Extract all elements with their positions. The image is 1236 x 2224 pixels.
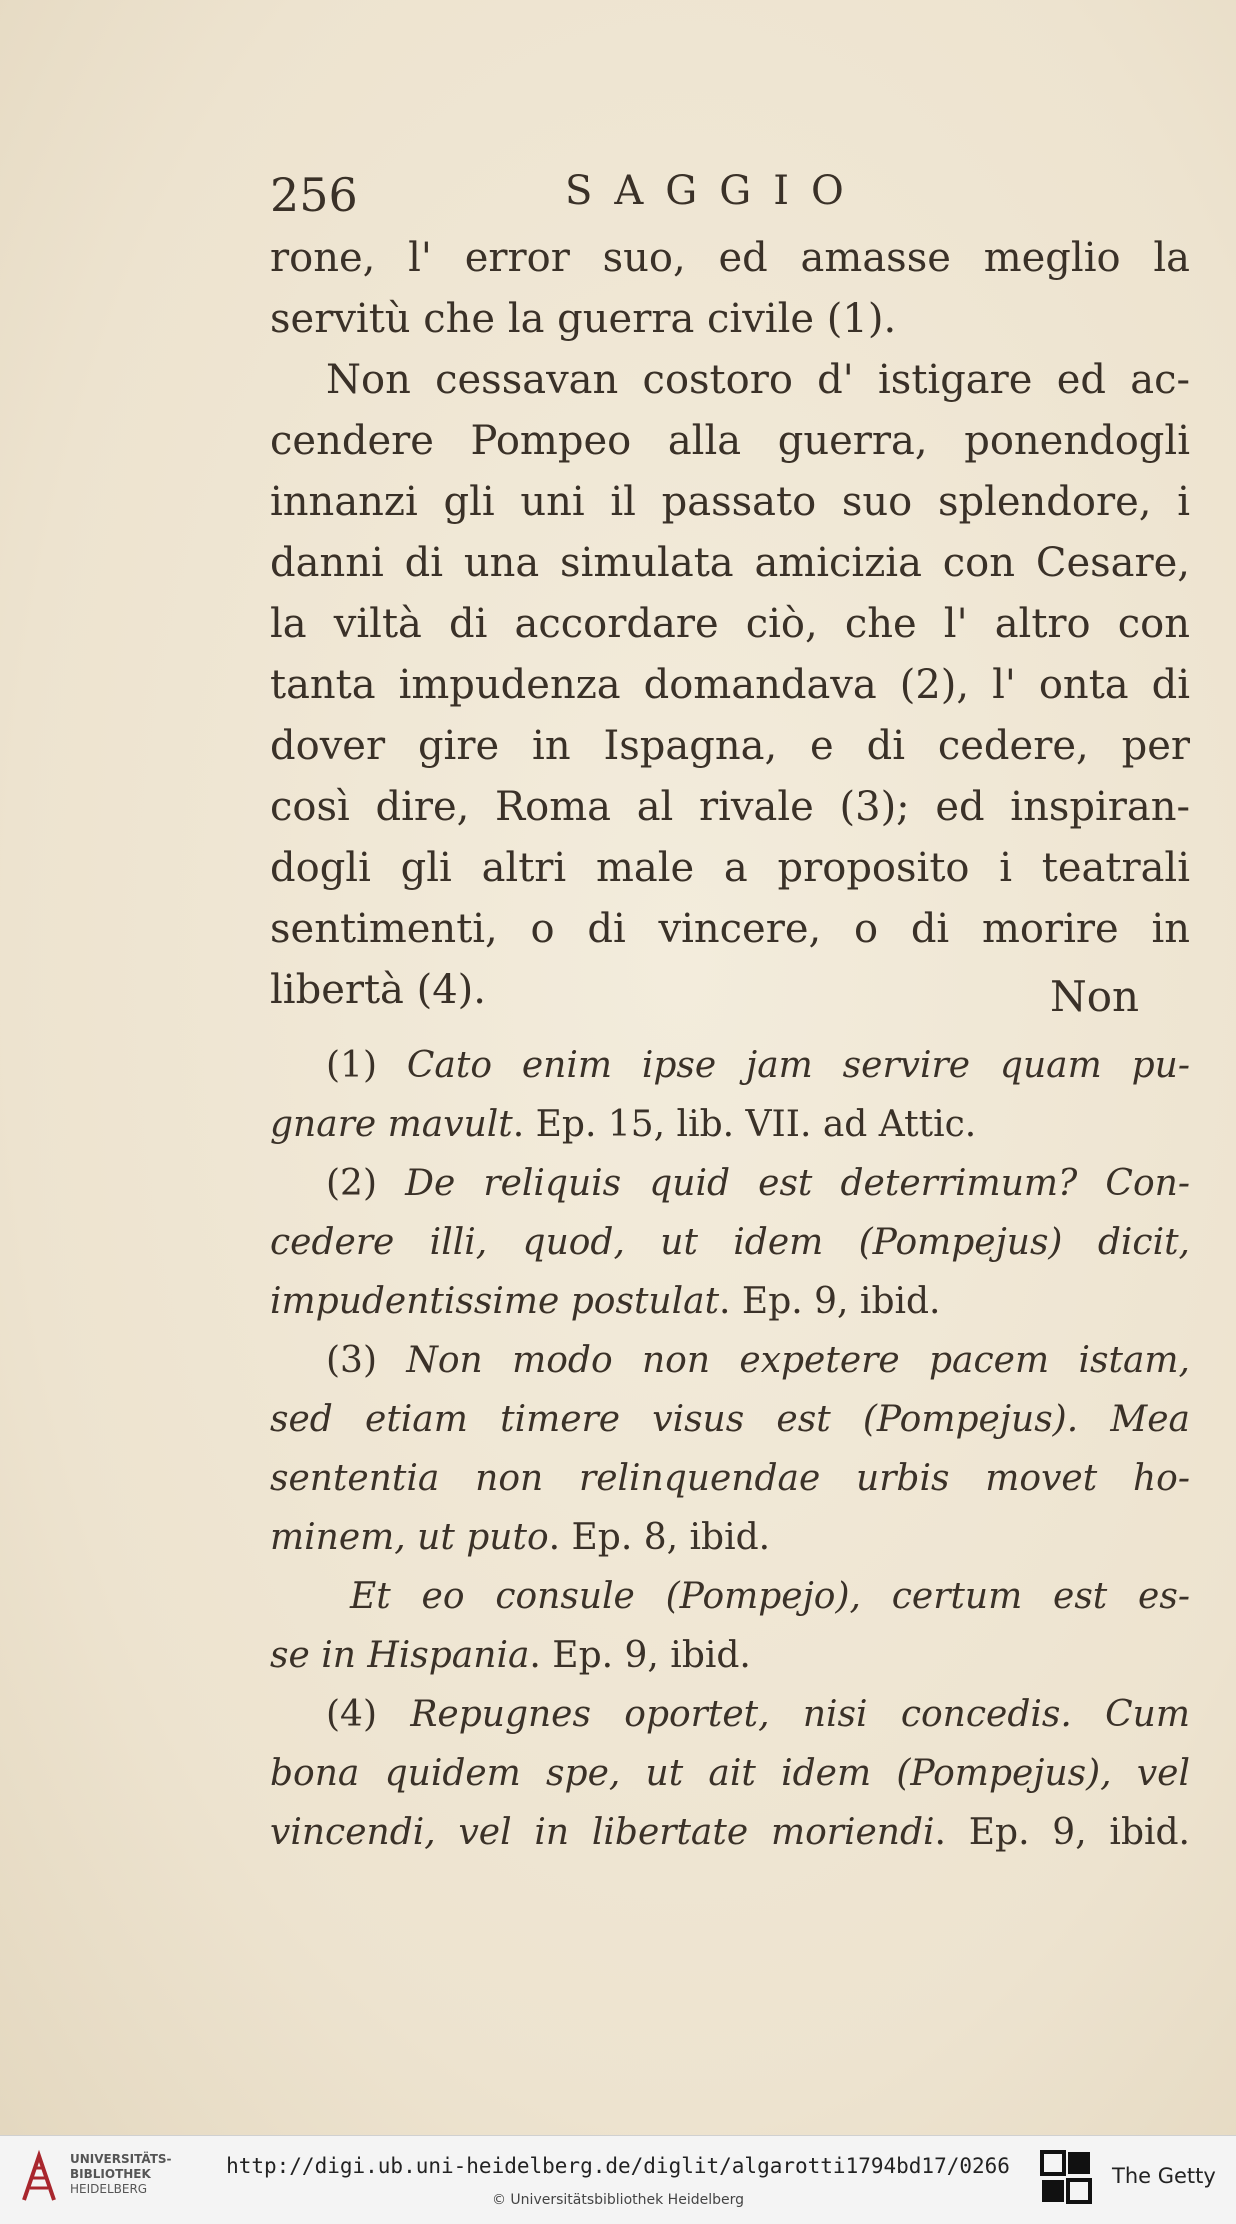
citation: . Ep. 8, ibid. — [548, 1517, 771, 1558]
latin-quote: certum est es- — [891, 1576, 1190, 1617]
latin-quote: Non modo non expetere pacem istam, — [406, 1340, 1190, 1381]
latin-quote: dicit, — [1097, 1222, 1190, 1263]
footnote-marker: (1) — [326, 1045, 377, 1086]
footnote-1 — [270, 1036, 1190, 1154]
text-line: dover gire in Ispagna, e di cedere, per — [270, 723, 1190, 769]
latin-quote: vincendi, vel in libertate moriendi — [270, 1812, 935, 1853]
latin-quote: (Pompejus). — [862, 1399, 1079, 1440]
text-line: così dire, Roma al rivale (3); ed inspiran- — [270, 784, 1190, 830]
library-name-line: HEIDELBERG — [70, 2182, 148, 2196]
citation: . Ep. 15, lib. VII. ad Attic. — [512, 1104, 977, 1145]
latin-quote: impudentissime postulat — [270, 1281, 720, 1322]
footnotes — [270, 1036, 1190, 1862]
text-line: libertà (4). — [270, 967, 486, 1013]
latin-quote: gnare mavult — [270, 1104, 513, 1145]
running-head: SAGGIO — [565, 168, 866, 214]
citation: . Ep. 9, ibid. — [719, 1281, 941, 1322]
latin-quote: bona quidem spe, ut ait idem — [270, 1753, 872, 1794]
latin-quote: De reliquis quid est deterrimum? Con- — [405, 1163, 1190, 1204]
text-line: Non cessavan costoro d' istigare ed ac- — [326, 357, 1190, 403]
main-text — [270, 228, 1190, 1021]
latin-quote: (Pompejo), — [665, 1576, 861, 1617]
viewer-footer — [0, 2135, 1236, 2224]
page-header — [270, 168, 1190, 228]
footnote-3 — [270, 1331, 1190, 1685]
getty-label: The Getty — [1112, 2164, 1216, 2188]
copyright-notice: © Universitätsbibliothek Heidelberg — [491, 2192, 744, 2208]
footnote-2 — [270, 1154, 1190, 1331]
page-number: 256 — [270, 168, 358, 222]
catchword: Non — [1050, 972, 1140, 1021]
text-line: cendere Pompeo alla guerra, ponendogli — [270, 418, 1190, 464]
text-line: sentimenti, o di vincere, o di morire in — [270, 906, 1190, 952]
footnote-marker: (3) — [326, 1340, 377, 1381]
getty-logo-icon[interactable] — [1040, 2148, 1092, 2208]
citation: . Ep. 9, ibid. — [934, 1812, 1190, 1853]
footnote-marker: (2) — [326, 1163, 377, 1204]
latin-quote: cedere illi, quod, ut idem — [270, 1222, 824, 1263]
citation: . Ep. 9, ibid. — [529, 1635, 751, 1676]
text-line: tanta impudenza domandava (2), l' onta di — [270, 662, 1190, 708]
latin-quote: sententia non relinquendae urbis movet ho- — [270, 1458, 1190, 1499]
library-name-line: BIBLIOTHEK — [70, 2167, 151, 2181]
text-line: danni di una simulata amicizia con Cesare, — [270, 540, 1190, 586]
latin-quote: se in Hispania — [270, 1635, 530, 1676]
latin-quote: Et eo consule — [350, 1576, 635, 1617]
text-line: rone, l' error suo, ed amasse meglio la — [270, 235, 1190, 281]
text-line: innanzi gli uni il passato suo splendore, i — [270, 479, 1190, 525]
latin-quote: (Pompejus) — [858, 1222, 1063, 1263]
latin-quote: Cato enim ipse jam servire quam pu- — [406, 1045, 1190, 1086]
latin-quote: (Pompejus), — [896, 1753, 1112, 1794]
latin-quote: Mea — [1110, 1399, 1190, 1440]
footnote-4 — [270, 1685, 1190, 1862]
text-line: servitù che la guerra civile (1). — [270, 296, 897, 342]
footnote-marker: (4) — [326, 1694, 377, 1735]
latin-quote: sed etiam timere visus est — [270, 1399, 831, 1440]
text-line: dogli gli altri male a proposito i teatrali — [270, 845, 1190, 891]
latin-quote: Repugnes oportet, nisi concedis. Cum — [410, 1694, 1190, 1735]
latin-quote: vel — [1136, 1753, 1190, 1794]
permalink-url[interactable]: http://digi.ub.uni-heidelberg.de/diglit/algarotti1794bd17/0266 — [226, 2154, 1010, 2178]
library-name-line: UNIVERSITÄTS- — [70, 2152, 172, 2166]
text-line: la viltà di accordare ciò, che l' altro con — [270, 601, 1190, 647]
latin-quote: minem, ut puto — [270, 1517, 549, 1558]
